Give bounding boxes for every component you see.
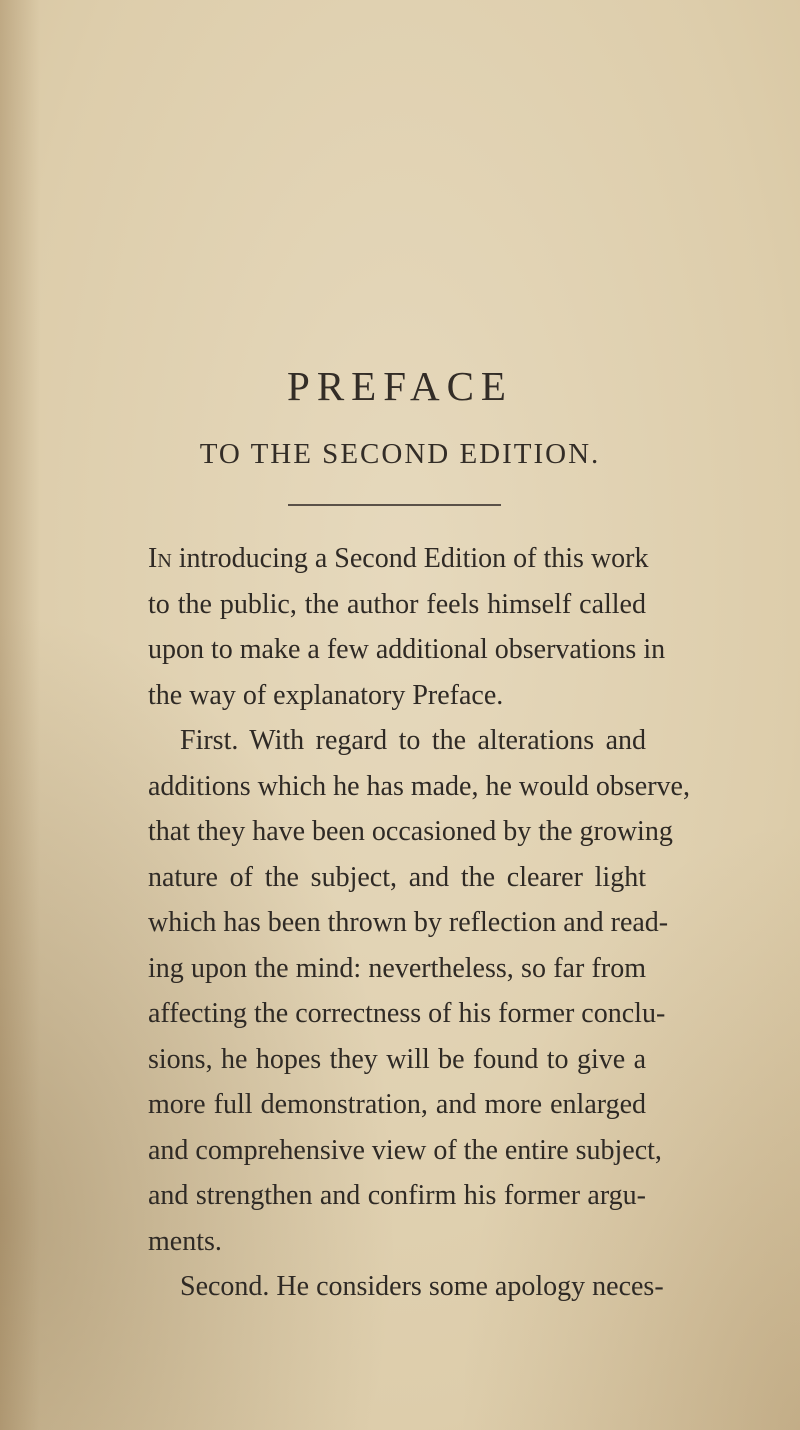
text-line: and strengthen and confirm his former argu- (148, 1180, 646, 1211)
text-line (148, 536, 649, 582)
text-line-rest: introducing a Second Edition of this work (171, 543, 649, 574)
text-line: sions, he hopes they will be found to give a (148, 1043, 646, 1075)
text-line: Second. He considers some apology neces- (180, 1271, 664, 1302)
text-line: the way of explanatory Preface. (148, 679, 504, 711)
text-line: ments. (148, 1225, 222, 1257)
text-line: upon to make a few additional observations in (148, 634, 666, 665)
text-line: affecting the correctness of his former conclu- (148, 998, 666, 1029)
text-line: First. With regard to the alterations and (180, 725, 646, 756)
text-line: to the public, the author feels himself called (148, 588, 646, 620)
drop-initial: In (148, 543, 172, 574)
page-edge-shadow (0, 0, 40, 1430)
text-line: nature of the subject, and the clearer light (148, 861, 646, 893)
text-line: and comprehensive view of the entire subject, (148, 1134, 662, 1166)
page-subtitle: TO THE SECOND EDITION. (199, 438, 601, 470)
text-line: more full demonstration, and more enlarged (148, 1089, 646, 1120)
page-title: PREFACE (287, 363, 513, 409)
text-line: ing upon the mind: nevertheless, so far from (148, 952, 646, 984)
title-divider (288, 504, 501, 506)
text-line: additions which he has made, he would observe, (148, 770, 690, 802)
preface-text (148, 536, 690, 1310)
text-line: that they have been occasioned by the growing (148, 816, 673, 847)
text-line: which has been thrown by reflection and read- (148, 907, 669, 938)
